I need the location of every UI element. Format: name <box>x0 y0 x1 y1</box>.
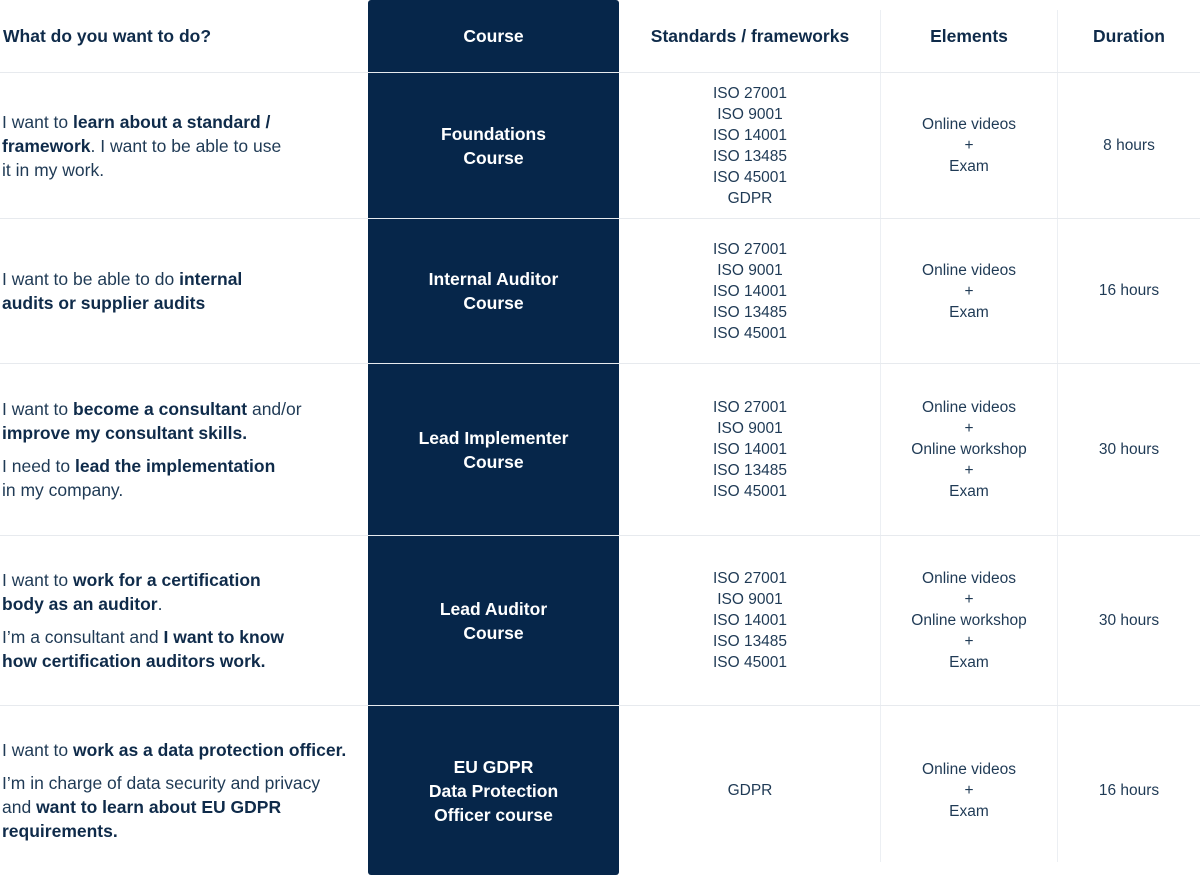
course-name: Lead Implementer Course <box>418 427 569 472</box>
goal-paragraph: I’m in charge of data security and privacy and want to learn about EU GDPR requirements. <box>2 773 321 841</box>
goal-description <box>2 219 362 363</box>
standard-item: ISO 9001 <box>717 261 783 279</box>
standard-item: ISO 9001 <box>717 420 783 437</box>
standard-item: ISO 27001 <box>712 240 788 258</box>
element-item: Exam <box>949 803 989 820</box>
course-duration: 30 hours <box>1098 440 1160 458</box>
course-name: Lead Auditor Course <box>439 598 548 643</box>
table-row <box>0 219 1200 363</box>
element-item: + <box>964 282 974 300</box>
course-elements <box>881 536 1057 705</box>
standard-item: ISO 13485 <box>712 303 788 321</box>
course-duration: 30 hours <box>1098 611 1160 629</box>
goal-paragraph: I want to work as a data protection officer. <box>2 740 347 760</box>
standards-list <box>620 364 880 535</box>
course-name: EU GDPR Data Protection Officer course <box>428 756 559 825</box>
course-duration: 8 hours <box>1103 136 1155 154</box>
standard-item: ISO 14001 <box>712 612 788 629</box>
goal-paragraph: I need to lead the implementation in my company. <box>2 456 276 500</box>
course-elements <box>881 706 1057 875</box>
standard-item: ISO 13485 <box>712 462 788 479</box>
element-item: + <box>964 633 974 650</box>
element-item: Exam <box>949 483 989 500</box>
standard-item: ISO 14001 <box>712 126 788 144</box>
element-item: Online videos <box>922 761 1016 778</box>
standard-item: ISO 9001 <box>717 591 783 608</box>
element-item: Online videos <box>922 116 1016 133</box>
element-item: + <box>964 782 974 799</box>
header-question: What do you want to do? <box>3 26 212 46</box>
element-item: Online workshop <box>911 441 1027 458</box>
header-duration: Duration <box>1093 26 1165 46</box>
standard-item: GDPR <box>727 782 773 799</box>
table-row <box>0 706 1200 875</box>
goal-description <box>2 73 362 218</box>
element-item: Online videos <box>922 261 1016 279</box>
standards-list <box>620 73 880 218</box>
goal-paragraph: I want to be able to do internal audits or supplier audits <box>2 269 243 313</box>
course-elements <box>881 73 1057 218</box>
header-course: Course <box>463 26 524 46</box>
course-duration: 16 hours <box>1098 781 1160 799</box>
standard-item: ISO 14001 <box>712 282 788 300</box>
element-item: Online workshop <box>911 612 1027 629</box>
standards-list <box>620 219 880 363</box>
standard-item: ISO 45001 <box>712 654 788 671</box>
table-row <box>0 73 1200 218</box>
standard-item: ISO 9001 <box>717 105 783 123</box>
standard-item: ISO 27001 <box>712 399 788 416</box>
course-elements <box>881 219 1057 363</box>
standard-item: ISO 45001 <box>712 168 788 186</box>
course-name: Internal Auditor Course <box>428 269 559 313</box>
goal-description <box>2 364 362 535</box>
standards-list <box>620 706 880 875</box>
element-item: Online videos <box>922 570 1016 587</box>
element-item: Exam <box>949 303 989 321</box>
standard-item: ISO 27001 <box>712 84 788 102</box>
table-row <box>0 536 1200 705</box>
standards-list <box>620 536 880 705</box>
element-item: Exam <box>949 158 989 175</box>
goal-description <box>2 706 362 875</box>
goal-paragraph: I’m a consultant and I want to know how certification auditors work. <box>2 627 285 671</box>
element-item: + <box>964 462 974 479</box>
header-elements: Elements <box>930 26 1008 46</box>
element-item: Exam <box>949 654 989 671</box>
element-item: + <box>964 137 974 154</box>
standard-item: ISO 13485 <box>712 633 788 650</box>
standard-item: ISO 45001 <box>712 324 788 342</box>
standard-item: ISO 45001 <box>712 483 788 500</box>
standard-item: ISO 14001 <box>712 441 788 458</box>
standard-item: GDPR <box>727 189 773 207</box>
course-name: Foundations Course <box>441 123 546 168</box>
element-item: + <box>964 420 974 437</box>
goal-paragraph: I want to learn about a standard / framework. I want to be able to use it in my work. <box>2 111 282 180</box>
header-standards: Standards / frameworks <box>650 26 850 46</box>
course-elements <box>881 364 1057 535</box>
standard-item: ISO 27001 <box>712 570 788 587</box>
standard-item: ISO 13485 <box>712 147 788 165</box>
goal-description <box>2 536 362 705</box>
element-item: Online videos <box>922 399 1016 416</box>
element-item: + <box>964 591 974 608</box>
goal-paragraph: I want to become a consultant and/or improve my consultant skills. <box>2 399 302 443</box>
course-duration: 16 hours <box>1098 282 1160 299</box>
table-row <box>0 364 1200 535</box>
goal-paragraph: I want to work for a certification body as an auditor. <box>2 570 261 614</box>
